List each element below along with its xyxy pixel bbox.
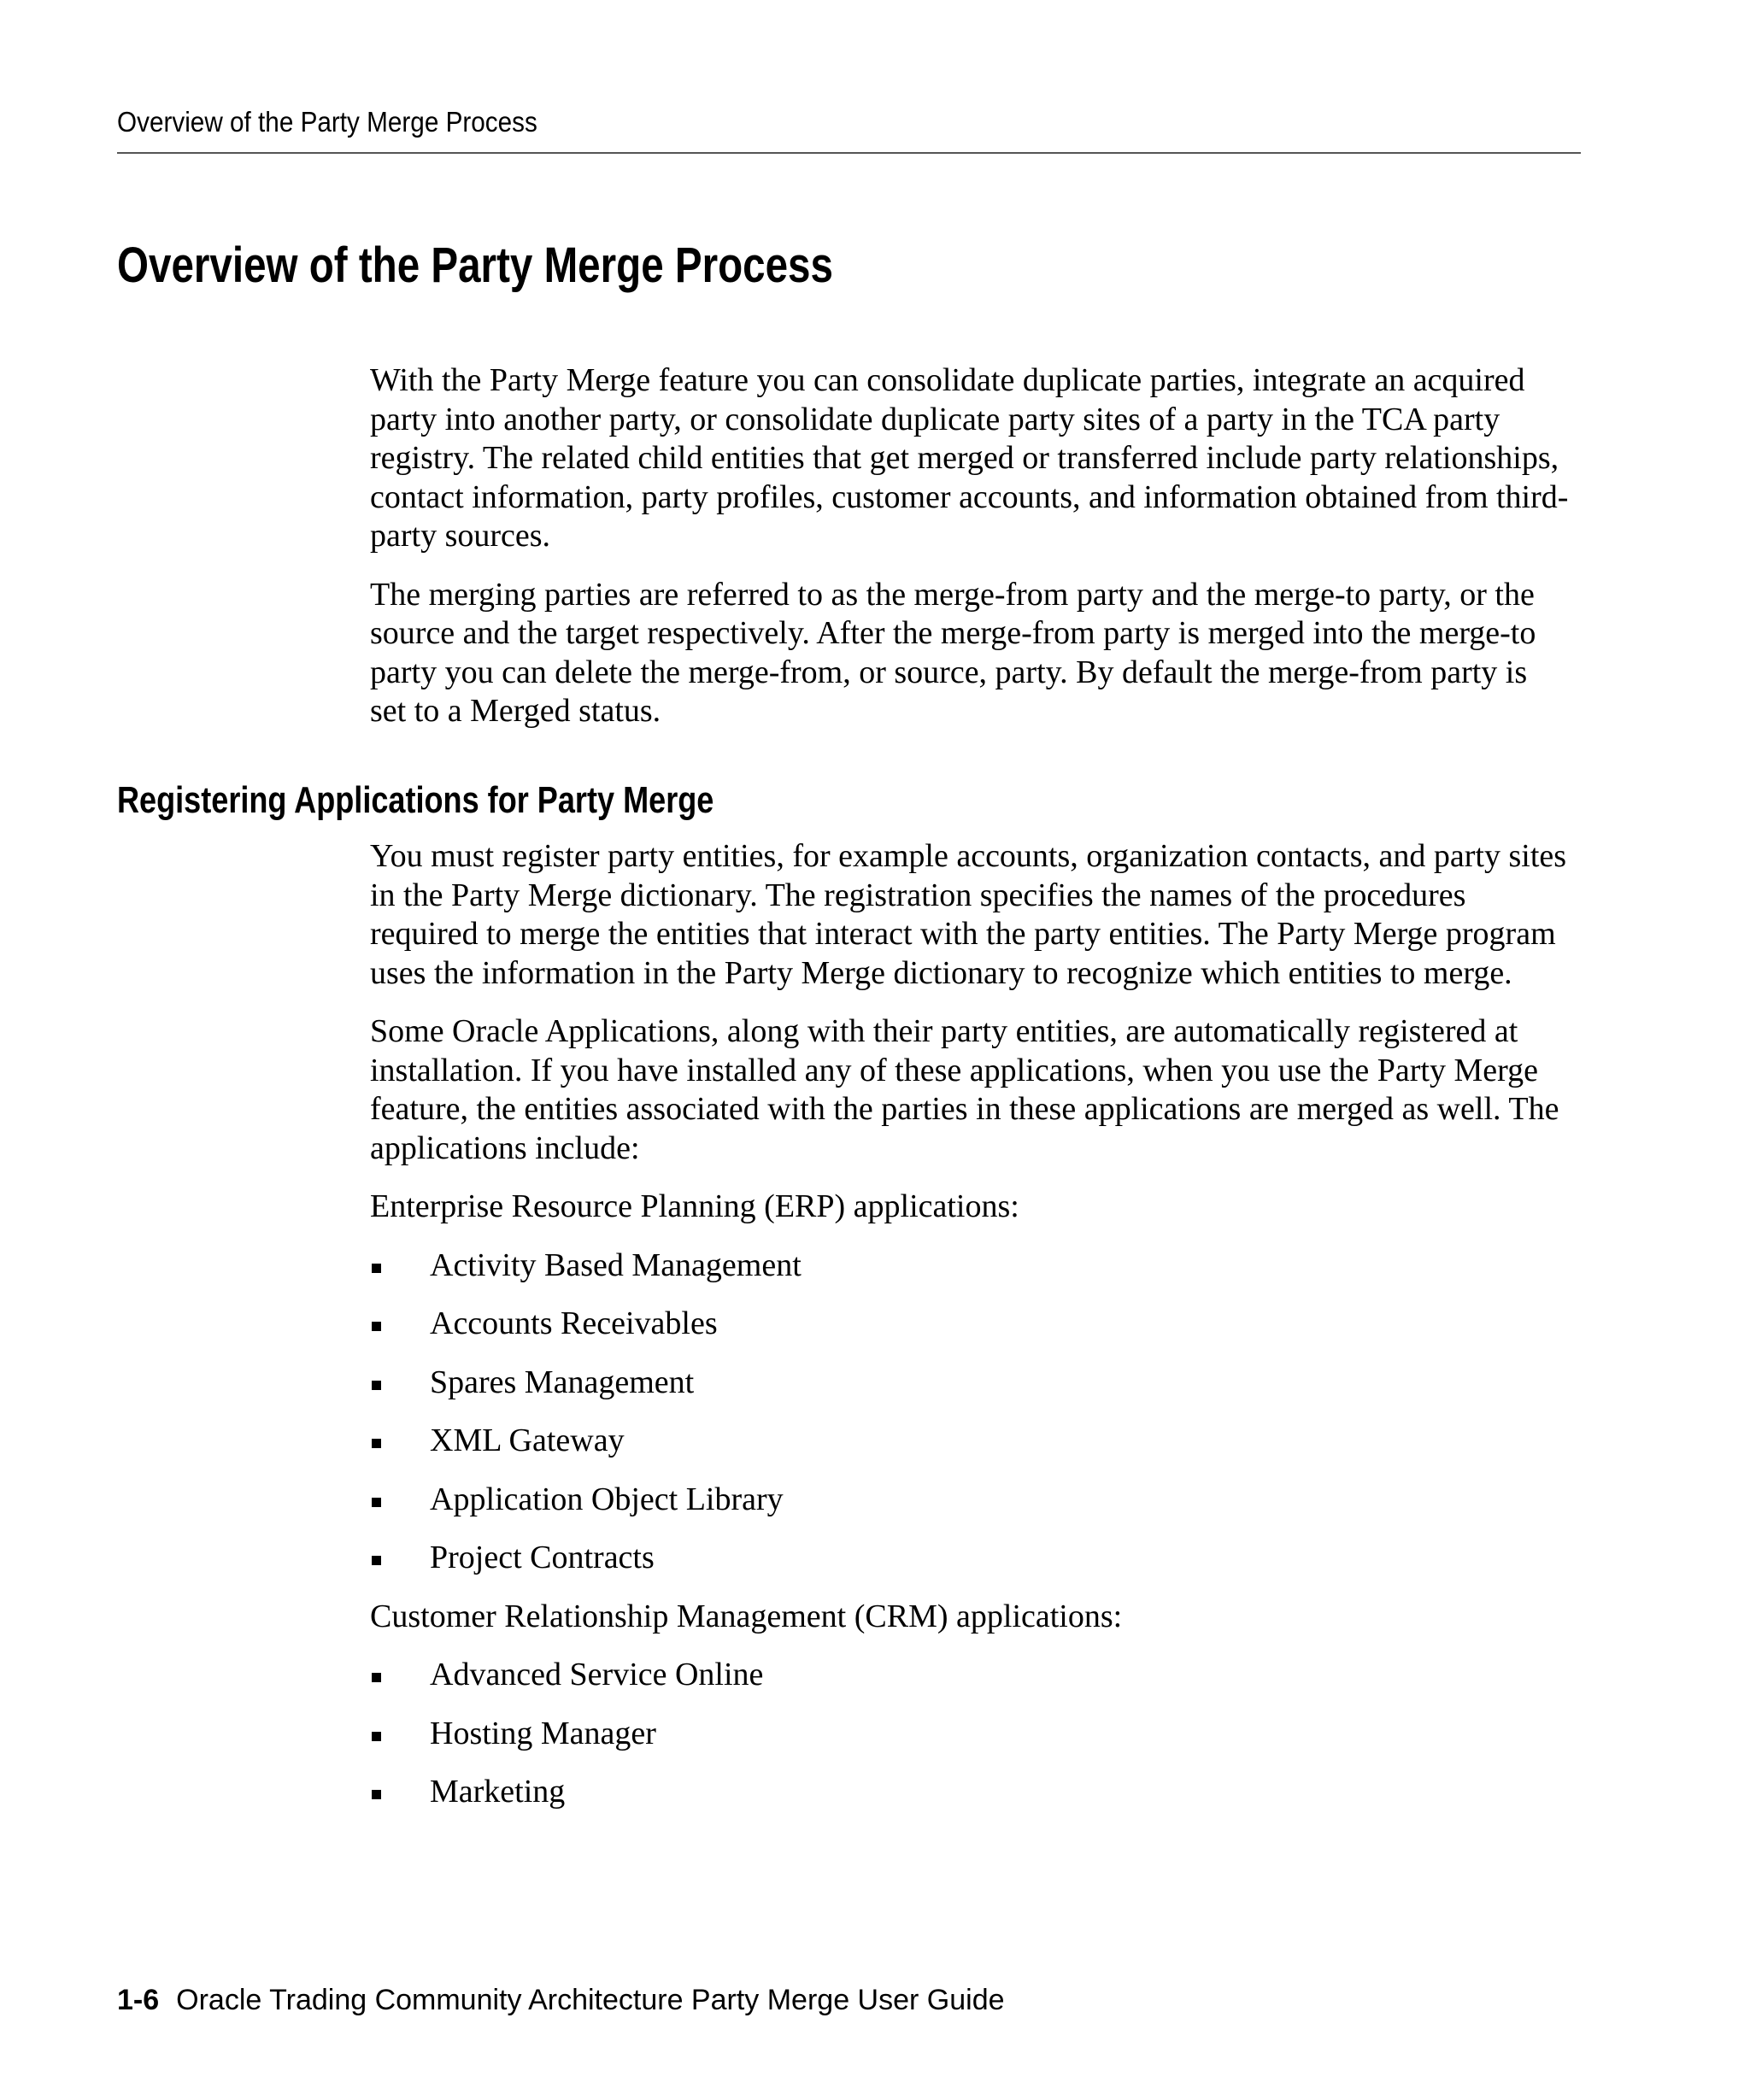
bullet-icon <box>372 1264 381 1273</box>
list-item <box>370 1715 1571 1754</box>
erp-intro: Enterprise Resource Planning (ERP) applications: <box>370 1188 1019 1224</box>
list-item <box>370 1364 1571 1403</box>
bullet-icon <box>372 1556 381 1565</box>
bullet-icon <box>372 1732 381 1741</box>
bullet-icon <box>372 1439 381 1448</box>
section-paragraph: Some Oracle Applications, along with their party entities, are automatically registered at installation. If you have installed any of these applications, when you use the Party Merge feature, the entities associated with the parties in these applications are merged as well. The applications include: <box>370 1013 1559 1166</box>
list-item <box>370 1773 1571 1812</box>
list-item-label: Accounts Receivables <box>430 1305 718 1341</box>
list-item <box>370 1247 1571 1286</box>
bullet-icon <box>372 1790 381 1799</box>
list-item-label: Application Object Library <box>430 1481 784 1517</box>
page-number: 1-6 <box>117 1984 160 2016</box>
page-title: Overview of the Party Merge Process <box>117 238 833 293</box>
header-rule <box>117 152 1581 154</box>
list-item-label: XML Gateway <box>430 1422 625 1458</box>
list-item-label: Project Contracts <box>430 1540 655 1575</box>
section-paragraph: You must register party entities, for example accounts, organization contacts, and party sites in the Party Merge dictionary. The registration specifies the names of the procedures required to merge the entities that interact with the party entities. The Party Merge program uses the information in the Party Merge dictionary to recognize which entities to merge. <box>370 838 1567 991</box>
list-item <box>370 1539 1571 1578</box>
list-item <box>370 1481 1571 1520</box>
intro-paragraph: The merging parties are referred to as the merge-from party and the merge-to party, or the source and the target respectively. After the merge-from party is merged into the merge-to party you can delete the merge-from, or source, party. By default the merge-from party is set to a Merged status. <box>370 576 1536 729</box>
crm-list <box>370 1656 1571 1812</box>
list-item-label: Advanced Service Online <box>430 1657 764 1692</box>
bullet-icon <box>372 1673 381 1682</box>
list-item-label: Hosting Manager <box>430 1715 656 1751</box>
list-item-label: Marketing <box>430 1774 566 1810</box>
list-item-label: Spares Management <box>430 1364 695 1400</box>
intro-paragraph: With the Party Merge feature you can consolidate duplicate parties, integrate an acquired party into another party, or consolidate duplicate party sites of a party in the TCA party registry. The related child entities that get merged or transferred include party relationships, contact information, party profiles, customer accounts, and information obtained from third-party sources. <box>370 362 1569 554</box>
erp-list <box>370 1247 1571 1578</box>
list-item <box>370 1422 1571 1461</box>
bullet-icon <box>372 1381 381 1390</box>
section-heading: Registering Applications for Party Merge <box>117 779 714 821</box>
list-item-label: Activity Based Management <box>430 1247 802 1283</box>
list-item <box>370 1305 1571 1344</box>
bullet-icon <box>372 1322 381 1331</box>
running-header: Overview of the Party Merge Process <box>117 106 537 138</box>
book-title: Oracle Trading Community Architecture Party Merge User Guide <box>176 1984 1005 2016</box>
crm-intro: Customer Relationship Management (CRM) applications: <box>370 1598 1123 1634</box>
page-footer <box>117 1984 1005 2017</box>
list-item <box>370 1656 1571 1695</box>
bullet-icon <box>372 1498 381 1507</box>
registering-section <box>370 837 1571 1832</box>
intro-section <box>370 361 1571 751</box>
